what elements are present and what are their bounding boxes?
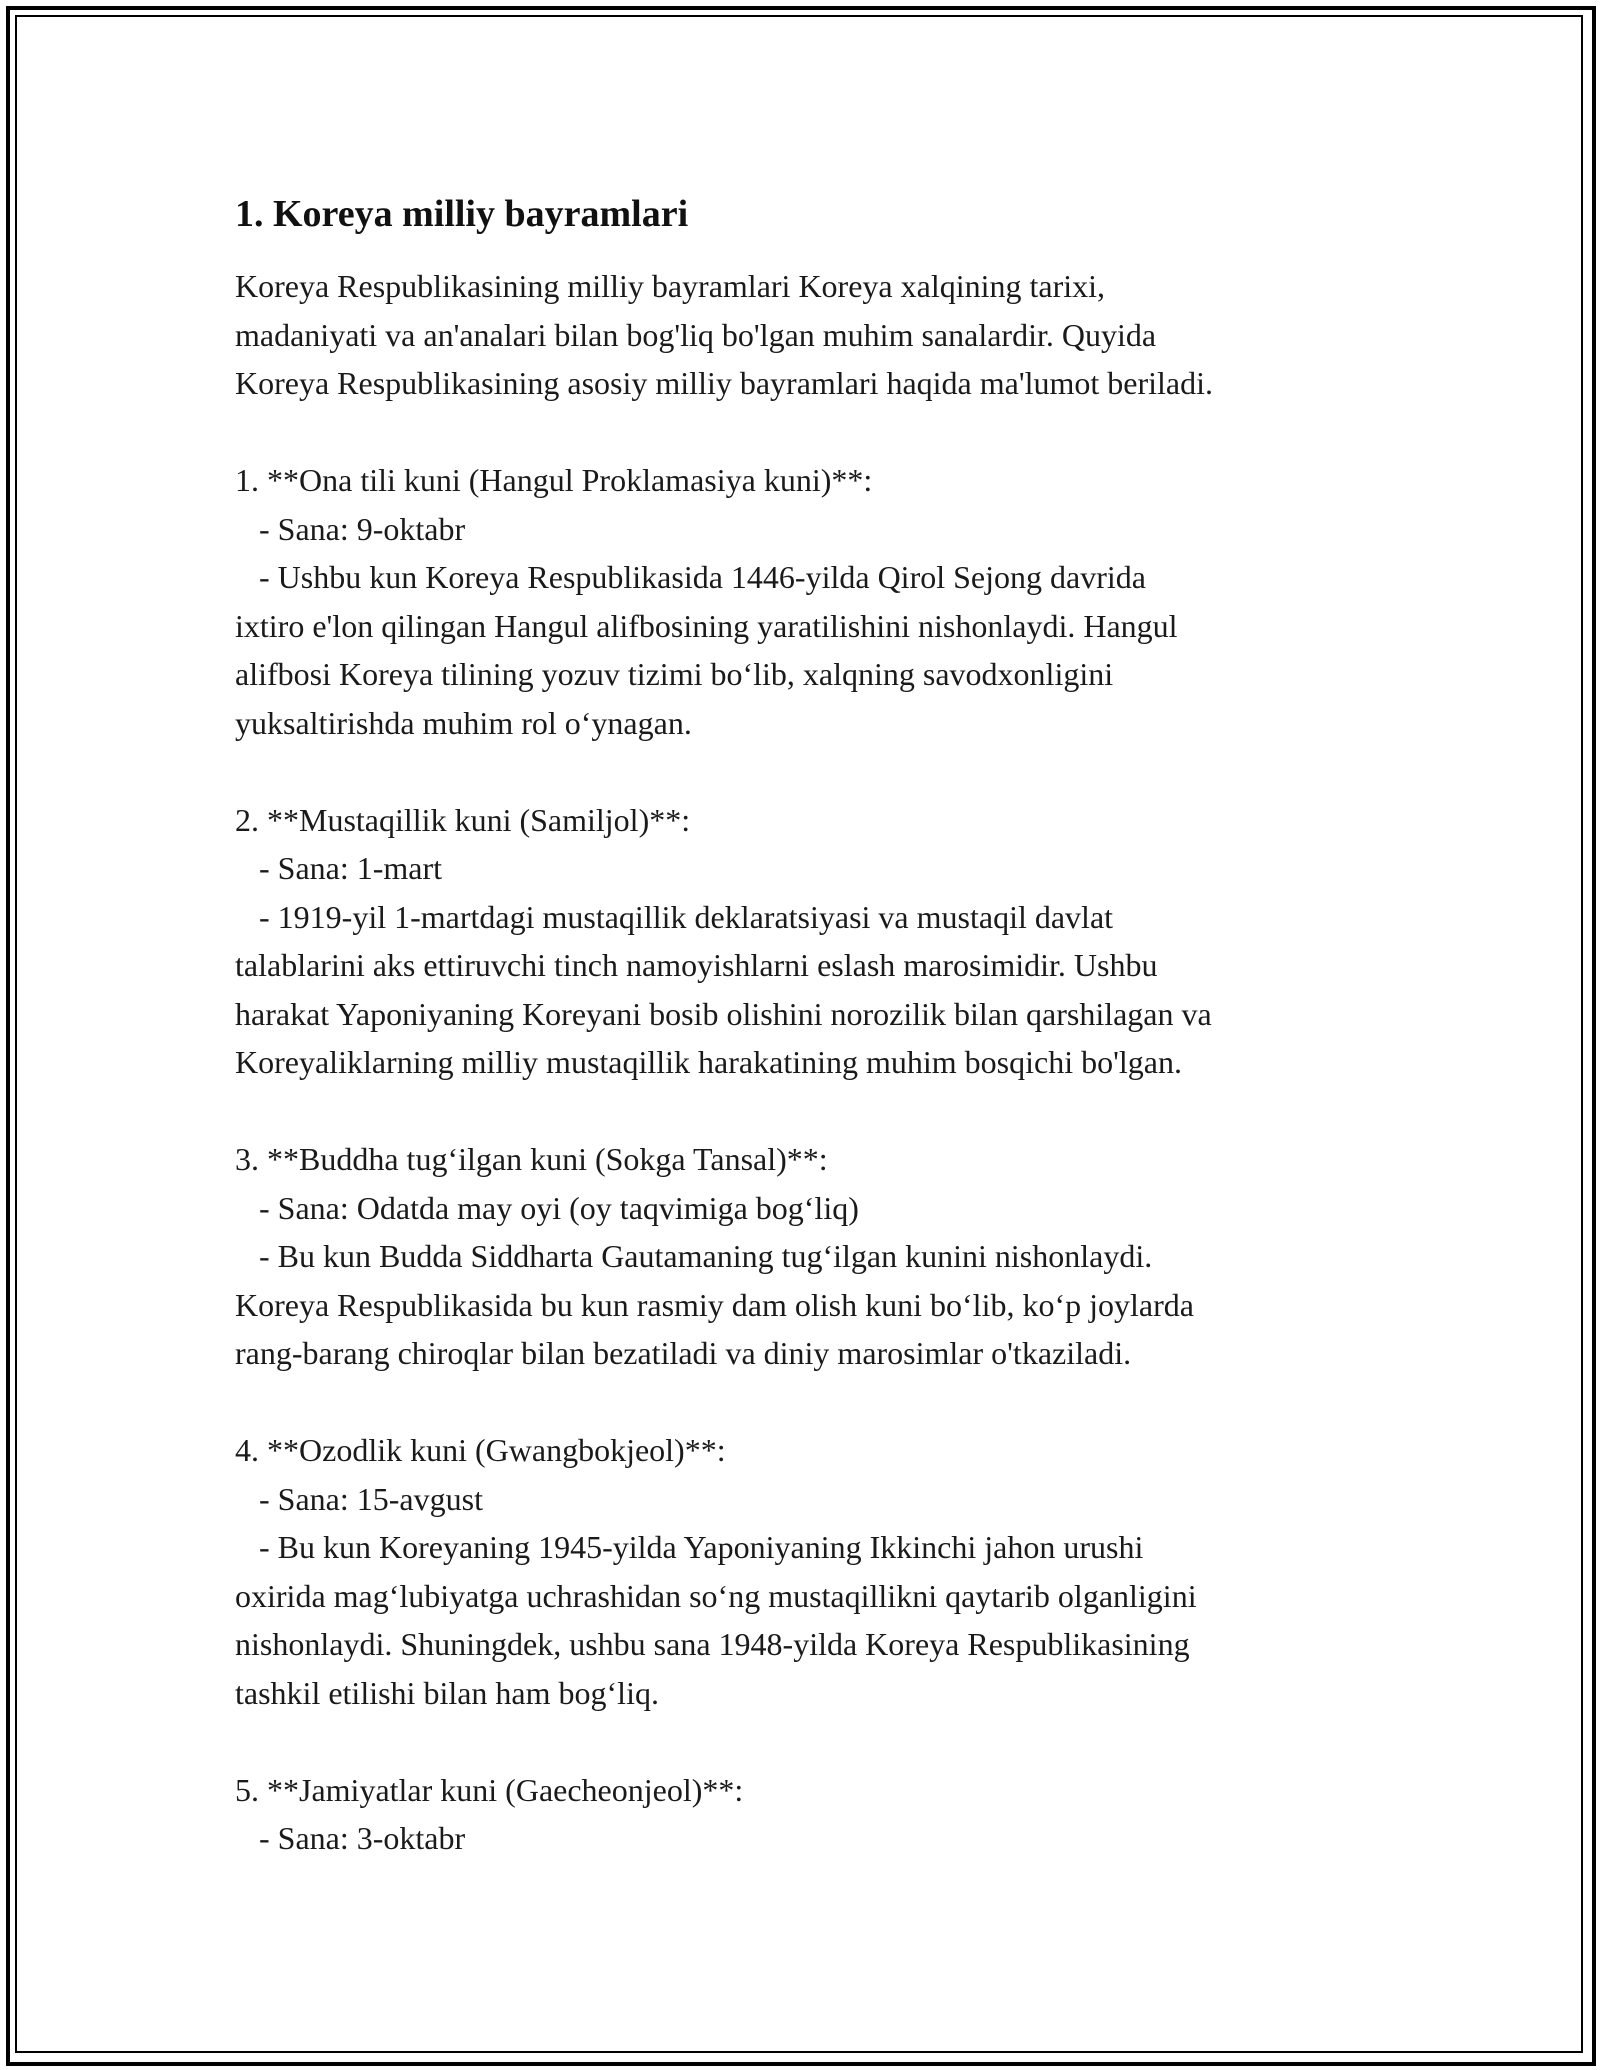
spacer	[235, 408, 1375, 457]
page-title: 1. Koreya milliy bayramlari	[235, 193, 689, 235]
holiday-heading: 5. **Jamiyatlar kuni (Gaecheonjeol)**:	[235, 1771, 744, 1808]
holiday-date: - Sana: 1-mart	[235, 850, 443, 886]
holiday-date: - Sana: 15-avgust	[235, 1480, 483, 1517]
holiday-item	[235, 1766, 1375, 1863]
spacer	[235, 747, 1375, 796]
holiday-date: - Sana: Odatda may oyi (oy taqvimiga bog‘liq)	[235, 1189, 859, 1226]
holiday-description: - Bu kun Koreyaning 1945-yilda Yaponiyaning Ikkinchi jahon urushi oxirida mag‘lubiyatga uchrashidan so‘ng mustaqillikni qaytarib olganligini nishonlaydi. Shuningdek, ushbu sana 1948-yilda Koreya Respublikasining tashkil etilishi bilan ham bog‘liq.	[235, 1529, 1197, 1711]
spacer	[235, 1717, 1375, 1766]
holiday-item	[235, 456, 1375, 747]
holiday-description: - Ushbu kun Koreya Respublikasida 1446-yilda Qirol Sejong davrida ixtiro e'lon qilingan Hangul alifbosining yaratilishini nishonlaydi. Hangul alifbosi Koreya tilining yozuv tizimi bo‘lib, xalqning savodxonligini yuksaltirishda muhim rol o‘ynagan.	[235, 559, 1178, 741]
holiday-date: - Sana: 9-oktabr	[235, 510, 466, 547]
spacer	[235, 1087, 1375, 1136]
holiday-item	[235, 796, 1375, 1087]
holiday-heading: 2. **Mustaqillik kuni (Samiljol)**:	[235, 801, 691, 838]
holiday-date: - Sana: 3-oktabr	[235, 1820, 466, 1856]
document-body	[235, 186, 1375, 1863]
holiday-description: - Bu kun Budda Siddharta Gautamaning tug‘ilgan kunini nishonlaydi. Koreya Respublikasida bu kun rasmiy dam olish kuni bo‘lib, ko‘p joylarda rang-barang chiroqlar bilan bezatiladi va diniy marosimlar o'tkaziladi.	[235, 1238, 1194, 1371]
holiday-item	[235, 1135, 1375, 1378]
holiday-description: - 1919-yil 1-martdagi mustaqillik deklaratsiyasi va mustaqil davlat talablarini aks ettiruvchi tinch namoyishlarni eslash marosimidir. Ushbu harakat Yaponiyaning Koreyani bosib olishini norozilik bilan qarshilagan va Koreyaliklarning milliy mustaqillik harakatining muhim bosqichi bo'lgan.	[235, 898, 1212, 1080]
holiday-heading: 3. **Buddha tug‘ilgan kuni (Sokga Tansal)**:	[235, 1141, 828, 1177]
holiday-item	[235, 1426, 1375, 1717]
holiday-heading: 4. **Ozodlik kuni (Gwangbokjeol)**:	[235, 1432, 726, 1468]
spacer	[235, 1378, 1375, 1427]
holiday-heading: 1. **Ona tili kuni (Hangul Proklamasiya kuni)**:	[235, 462, 873, 498]
intro-paragraph: Koreya Respublikasining milliy bayramlari Koreya xalqining tarixi, madaniyati va an'analari bilan bog'liq bo'lgan muhim sanalardir. Quyida Koreya Respublikasining asosiy milliy bayramlari haqida ma'lumot beriladi.	[235, 268, 1213, 401]
